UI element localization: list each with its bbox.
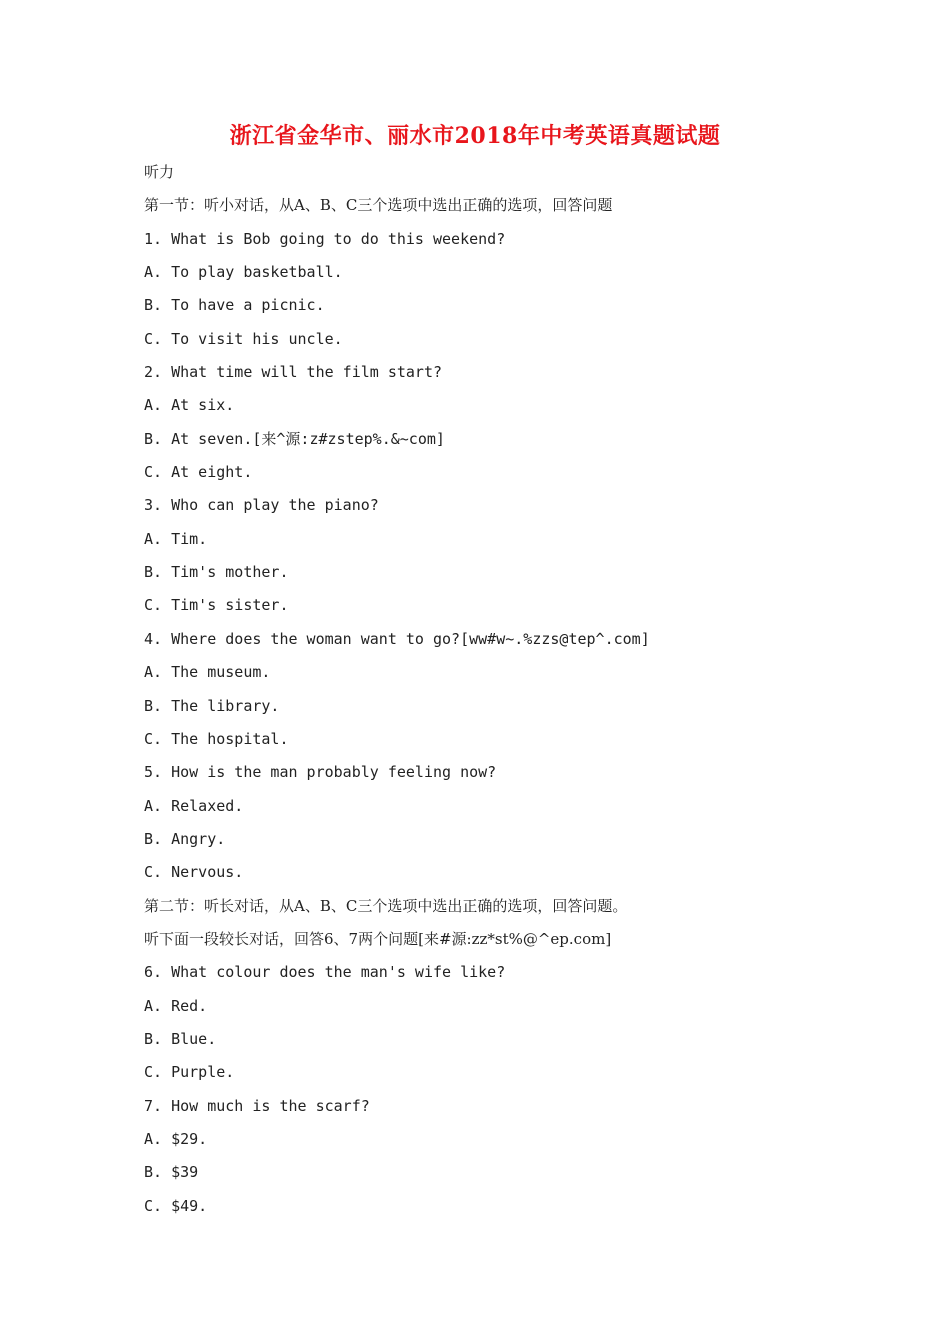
question-2-option-a: A. At six. [144, 396, 235, 415]
question-4: 4. Where does the woman want to go?[ww#w~.%zzs@tep^.com] [144, 629, 650, 648]
question-3-option-b: B. Tim's mother. [144, 563, 289, 582]
question-6-option-a: A. Red. [144, 996, 208, 1015]
question-7-option-b: B. $39 [144, 1163, 199, 1182]
section-instruction-part2: 第二节：听长对话，从A、B、C三个选项中选出正确的选项，回答问题。 [144, 896, 628, 915]
question-1: 1. What is Bob going to do this weekend? [144, 229, 506, 248]
question-5-option-a: A. Relaxed. [144, 796, 244, 815]
question-5: 5. How is the man probably feeling now? [144, 763, 497, 782]
question-6-option-b: B. Blue. [144, 1029, 217, 1048]
page-title: 浙江省金华市、丽水市2018年中考英语真题试题 [229, 123, 721, 149]
question-7-option-a: A. $29. [144, 1129, 208, 1148]
question-1-option-b: B. To have a picnic. [144, 296, 325, 315]
question-2-option-c: C. At eight. [144, 463, 253, 482]
question-7-option-c: C. $49. [144, 1196, 208, 1215]
section-heading-listening: 听力 [144, 163, 175, 181]
question-1-option-c: C. To visit his uncle. [144, 329, 343, 348]
question-4-option-a: A. The museum. [144, 663, 271, 682]
question-1-option-a: A. To play basketball. [144, 263, 343, 282]
dialogue-instruction: 听下面一段较长对话，回答6、7两个问题[来#源:zz*st%@^ep.com] [144, 929, 612, 948]
question-2-option-b: B. At seven.[来^源:z#zstep%.&~com] [144, 429, 445, 448]
question-6: 6. What colour does the man's wife like? [144, 963, 506, 982]
question-6-option-c: C. Purple. [144, 1063, 235, 1082]
question-4-option-c: C. The hospital. [144, 729, 289, 748]
question-5-option-c: C. Nervous. [144, 863, 244, 882]
question-7: 7. How much is the scarf? [144, 1096, 370, 1115]
question-3-option-a: A. Tim. [144, 529, 208, 548]
question-2: 2. What time will the film start? [144, 363, 443, 382]
document-body [144, 156, 844, 1223]
question-3-option-c: C. Tim's sister. [144, 596, 289, 615]
question-3: 3. Who can play the piano? [144, 496, 379, 515]
question-5-option-b: B. Angry. [144, 829, 226, 848]
section-instruction-part1: 第一节：听小对话，从A、B、C三个选项中选出正确的选项，回答问题 [144, 196, 613, 215]
question-4-option-b: B. The library. [144, 696, 280, 715]
